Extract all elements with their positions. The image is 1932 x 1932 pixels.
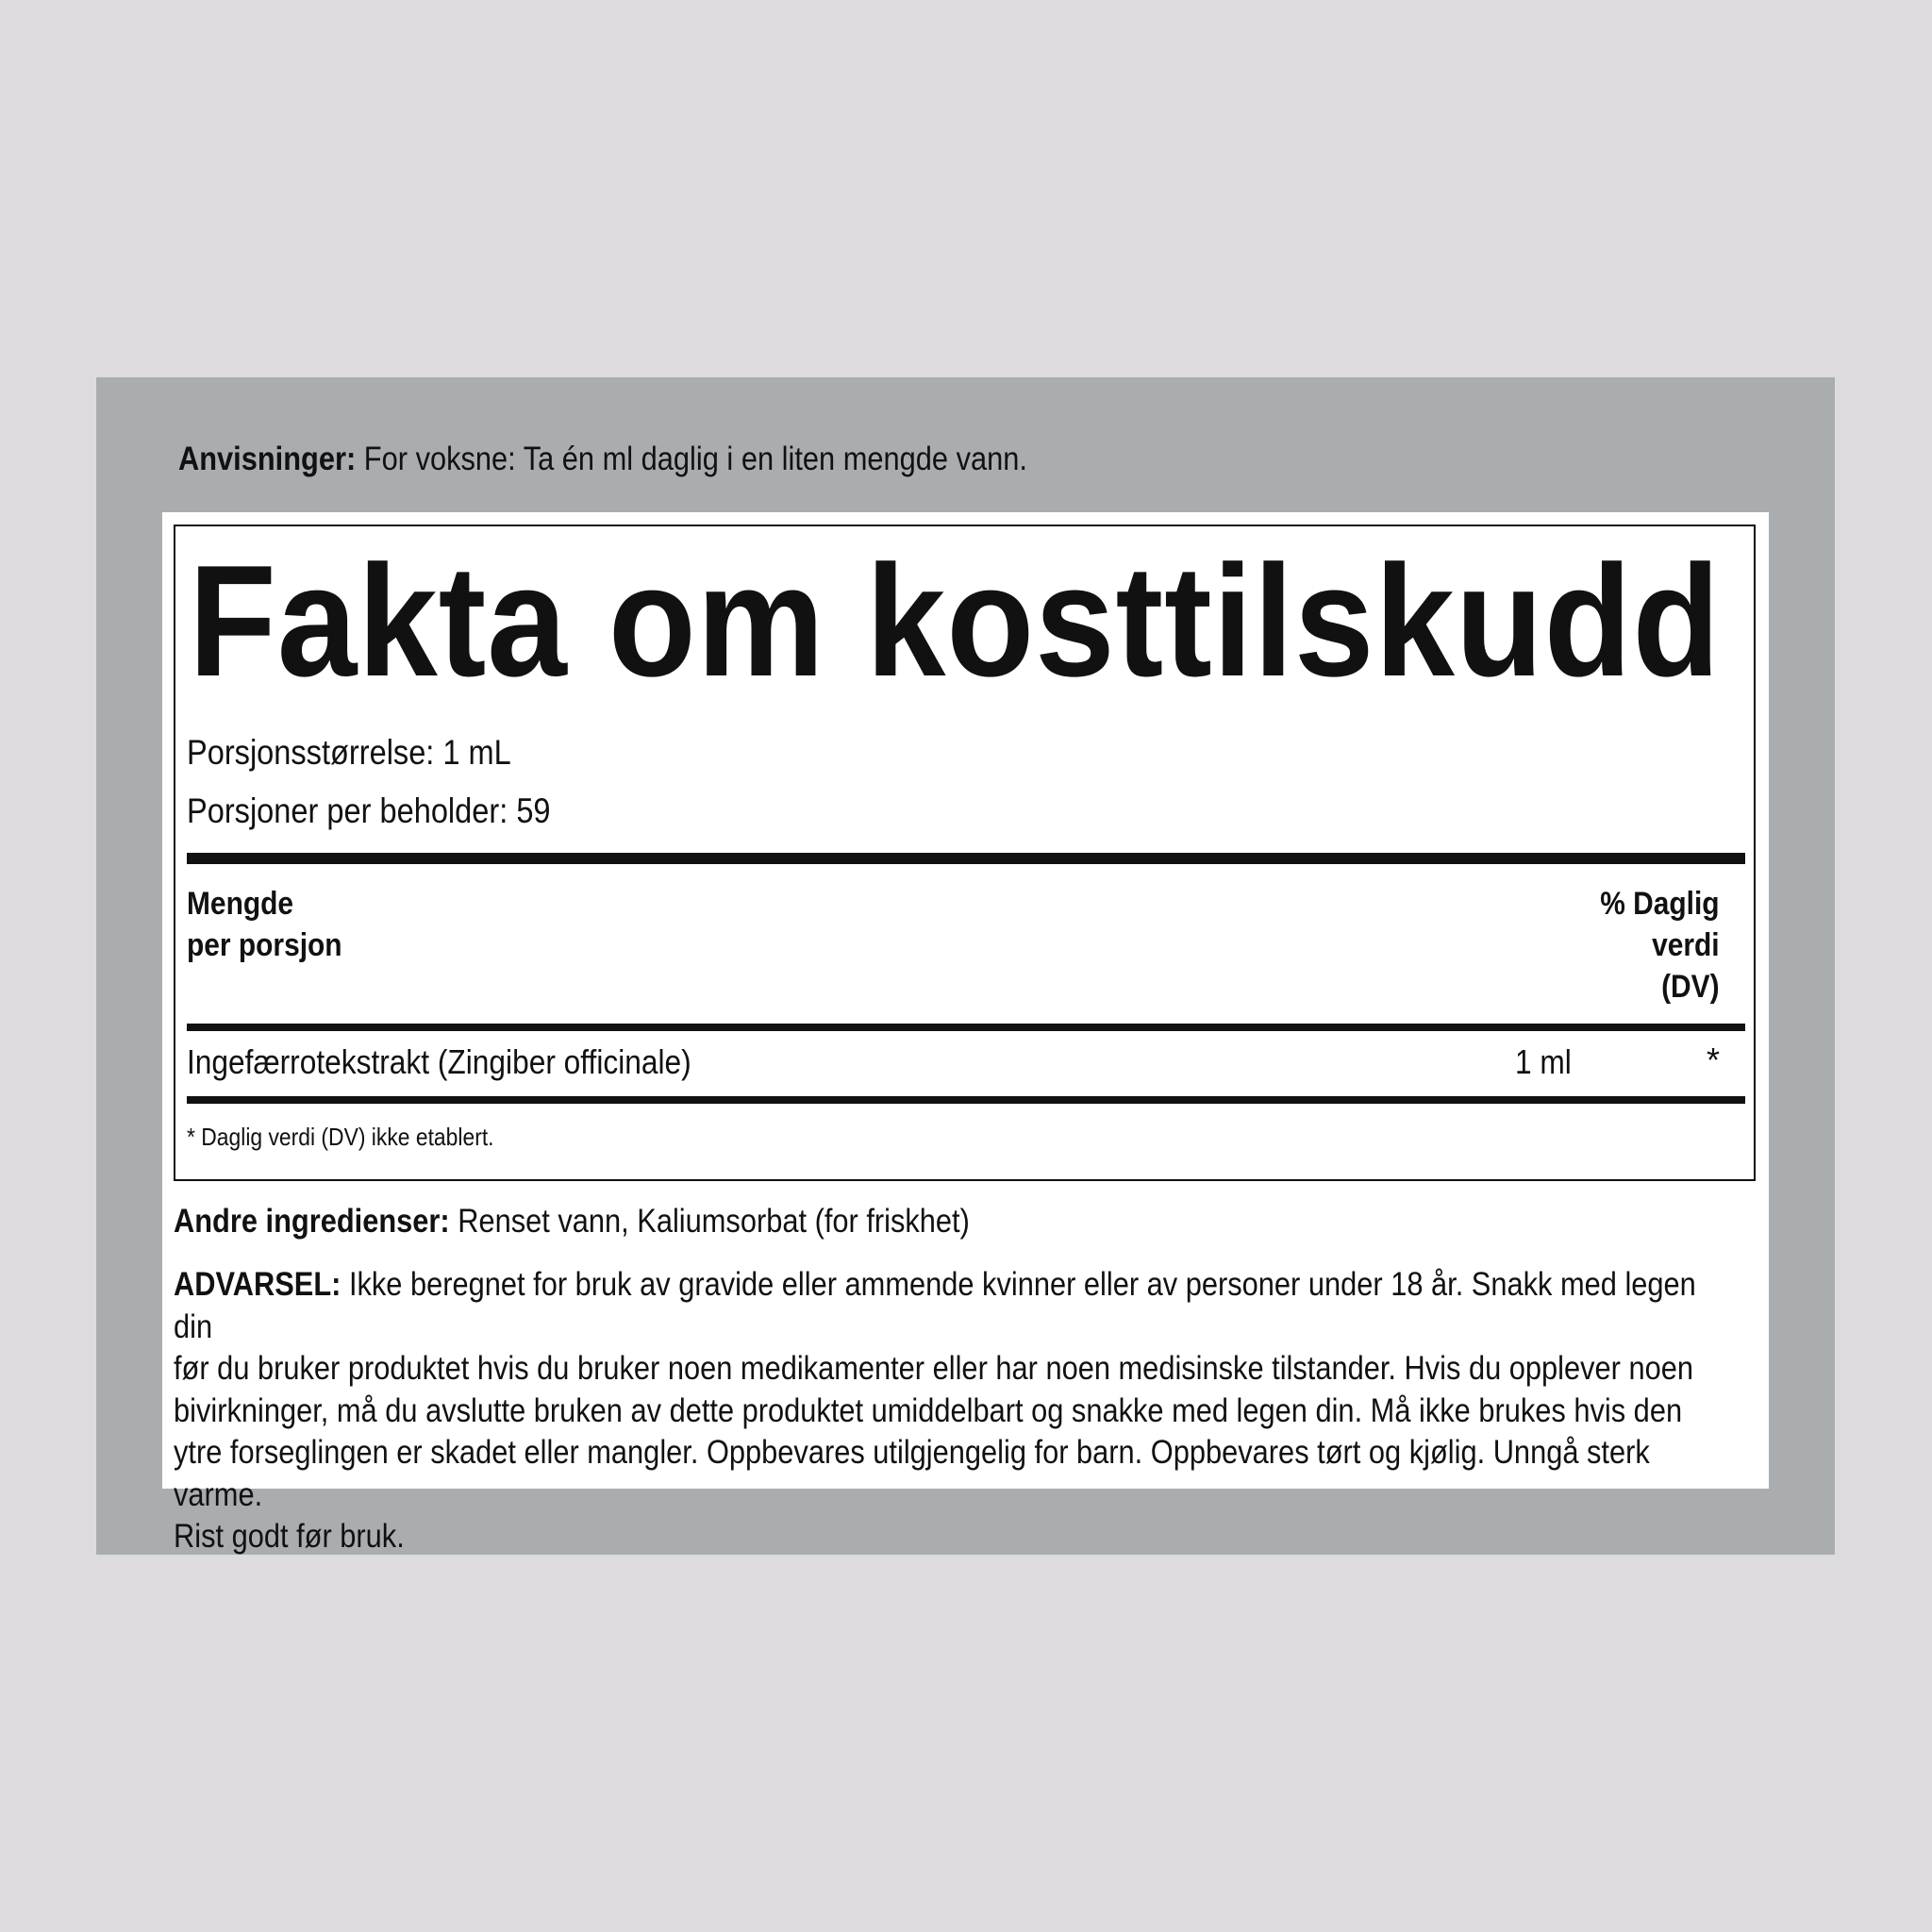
header-amount-line-2: per porsjon bbox=[187, 927, 342, 963]
warning-line-1 bbox=[174, 1264, 1734, 1348]
warning-line-5: Rist godt før bruk. bbox=[174, 1518, 405, 1555]
ingredient-amount: 1 ml bbox=[1515, 1042, 1572, 1081]
directions-text: For voksne: Ta én ml daglig i en liten mengde vann. bbox=[356, 441, 1027, 477]
ingredient-name: Ingefærrotekstrakt (Zingiber officinale) bbox=[187, 1042, 691, 1081]
warning-line-3: bivirkninger, må du avslutte bruken av dette produktet umiddelbart og snakke med legen din. Må ikke brukes hvis den bbox=[174, 1391, 1683, 1429]
amount-per-serving-header bbox=[187, 883, 342, 966]
medium-divider bbox=[187, 1096, 1745, 1104]
serving-size: Porsjonsstørrelse: 1 mL bbox=[187, 733, 511, 772]
daily-value-footnote: * Daglig verdi (DV) ikke etablert. bbox=[187, 1123, 494, 1151]
warning-line-4: ytre forseglingen er skadet eller mangler. Oppbevares utilgjengelig for barn. Oppbevares tørt og kjølig. Unngå sterk varme. bbox=[174, 1434, 1650, 1513]
header-amount-line-1: Mengde bbox=[187, 886, 294, 922]
other-ingredients-text: Renset vann, Kaliumsorbat (for friskhet) bbox=[449, 1203, 970, 1240]
daily-value-header bbox=[1601, 883, 1720, 1008]
ingredient-daily-value: * bbox=[1706, 1041, 1720, 1079]
header-dv-line-1: % Daglig bbox=[1600, 886, 1720, 922]
medium-divider bbox=[187, 1024, 1745, 1031]
directions bbox=[178, 440, 1027, 479]
header-dv-line-2: verdi bbox=[1652, 927, 1720, 963]
other-ingredients-label: Andre ingredienser: bbox=[174, 1203, 450, 1240]
warning-line-2: før du bruker produktet hvis du bruker noen medikamenter eller har noen medisinske tilstander. Hvis du opplever noen bbox=[174, 1350, 1694, 1387]
header-dv-line-3: (DV) bbox=[1661, 969, 1720, 1005]
warning bbox=[174, 1264, 1734, 1558]
warning-text: Ikke beregnet for bruk av gravide eller ammende kvinner eller av personer under 18 år. Snakk med legen din bbox=[174, 1266, 1696, 1345]
servings-per-container: Porsjoner per beholder: 59 bbox=[187, 791, 551, 830]
directions-label: Anvisninger: bbox=[178, 441, 357, 477]
supplement-facts-box bbox=[174, 525, 1756, 1181]
thick-divider bbox=[187, 853, 1745, 864]
facts-title: Fakta om kosttilskudd bbox=[189, 532, 1722, 709]
other-ingredients bbox=[174, 1202, 970, 1241]
warning-label: ADVARSEL: bbox=[174, 1266, 341, 1303]
